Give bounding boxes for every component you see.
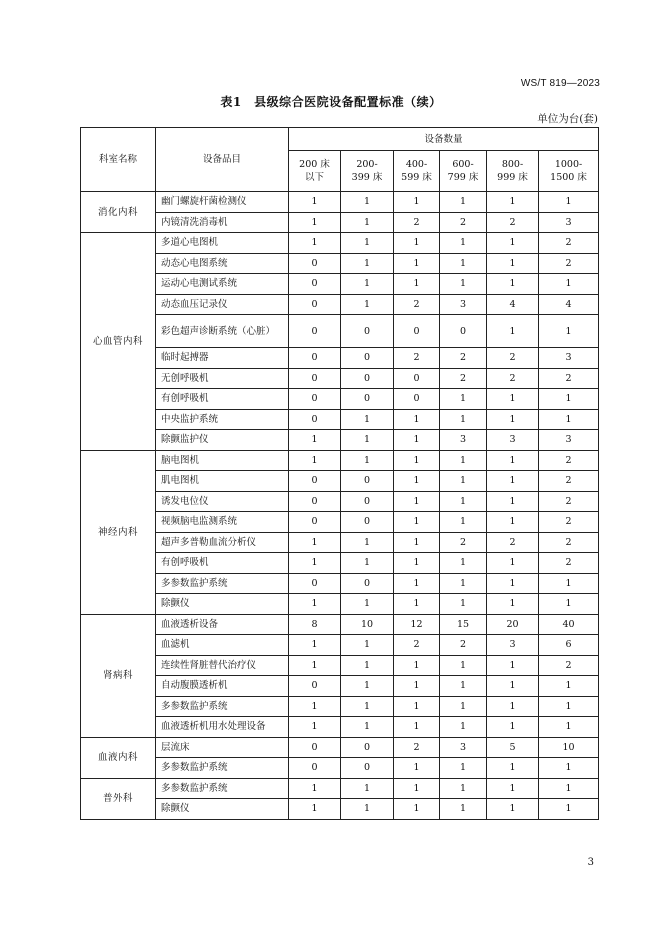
quantity-cell: 1	[341, 717, 394, 738]
quantity-cell: 1	[487, 389, 539, 410]
quantity-cell: 1	[440, 573, 487, 594]
table-row	[81, 274, 599, 295]
quantity-cell: 0	[341, 491, 394, 512]
quantity-cell: 1	[487, 253, 539, 274]
quantity-cell: 1	[289, 655, 341, 676]
quantity-cell: 1	[487, 573, 539, 594]
equipment-item: 自动腹膜透析机	[156, 676, 289, 697]
table-header	[81, 128, 599, 192]
table-row	[81, 253, 599, 274]
equipment-item: 血滤机	[156, 635, 289, 656]
table-row	[81, 655, 599, 676]
quantity-cell: 1	[341, 635, 394, 656]
department-name: 血液内科	[81, 737, 156, 778]
header-bed-range	[394, 151, 440, 192]
quantity-cell: 0	[289, 512, 341, 533]
quantity-cell: 1	[539, 274, 599, 295]
equipment-item: 多参数监护系统	[156, 758, 289, 779]
quantity-cell: 0	[289, 368, 341, 389]
quantity-cell: 4	[539, 294, 599, 315]
quantity-cell: 1	[394, 471, 440, 492]
quantity-cell: 0	[341, 573, 394, 594]
equipment-item: 临时起搏器	[156, 348, 289, 369]
quantity-cell: 2	[440, 532, 487, 553]
equipment-item: 血液透析机用水处理设备	[156, 717, 289, 738]
equipment-item: 肌电图机	[156, 471, 289, 492]
quantity-cell: 3	[539, 348, 599, 369]
quantity-cell: 3	[487, 635, 539, 656]
table-row	[81, 471, 599, 492]
quantity-cell: 0	[289, 758, 341, 779]
quantity-cell: 2	[394, 294, 440, 315]
quantity-cell: 1	[341, 532, 394, 553]
bed-range-line1: 1000-	[554, 159, 583, 170]
quantity-cell: 1	[341, 553, 394, 574]
quantity-cell: 1	[289, 192, 341, 213]
quantity-cell: 3	[539, 212, 599, 233]
equipment-item: 血液透析设备	[156, 614, 289, 635]
quantity-cell: 1	[440, 758, 487, 779]
quantity-cell: 1	[289, 799, 341, 820]
quantity-cell: 0	[341, 758, 394, 779]
quantity-cell: 1	[341, 450, 394, 471]
quantity-cell: 2	[539, 368, 599, 389]
equipment-item: 幽门螺旋杆菌检测仪	[156, 192, 289, 213]
equipment-item: 多参数监护系统	[156, 778, 289, 799]
table-row	[81, 512, 599, 533]
equipment-item: 除颤仪	[156, 799, 289, 820]
bed-range-line1: 200-	[356, 159, 378, 170]
quantity-cell: 1	[487, 274, 539, 295]
table-row	[81, 696, 599, 717]
header-bed-range	[289, 151, 341, 192]
equipment-item: 无创呼吸机	[156, 368, 289, 389]
quantity-cell: 0	[289, 348, 341, 369]
bed-range-line2: 以下	[304, 172, 324, 183]
table-row	[81, 737, 599, 758]
quantity-cell: 0	[440, 315, 487, 348]
quantity-cell: 1	[289, 233, 341, 254]
quantity-cell: 1	[440, 512, 487, 533]
equipment-item: 彩色超声诊断系统（心脏）	[156, 315, 289, 348]
equipment-item: 中央监护系统	[156, 409, 289, 430]
quantity-cell: 1	[394, 594, 440, 615]
table-row	[81, 676, 599, 697]
quantity-cell: 3	[440, 737, 487, 758]
quantity-cell: 10	[341, 614, 394, 635]
quantity-cell: 1	[440, 491, 487, 512]
quantity-cell: 0	[394, 368, 440, 389]
header-department: 科室名称	[81, 128, 156, 192]
quantity-cell: 1	[289, 594, 341, 615]
quantity-cell: 1	[440, 274, 487, 295]
equipment-item: 有创呼吸机	[156, 389, 289, 410]
quantity-cell: 0	[341, 348, 394, 369]
quantity-cell: 1	[289, 696, 341, 717]
table-row	[81, 233, 599, 254]
equipment-item: 多道心电图机	[156, 233, 289, 254]
quantity-cell: 2	[539, 553, 599, 574]
quantity-cell: 1	[487, 192, 539, 213]
quantity-cell: 2	[539, 491, 599, 512]
quantity-cell: 2	[539, 233, 599, 254]
table-row	[81, 430, 599, 451]
equipment-item: 多参数监护系统	[156, 573, 289, 594]
table-row	[81, 532, 599, 553]
table-body	[81, 192, 599, 820]
quantity-cell: 1	[394, 553, 440, 574]
quantity-cell: 1	[487, 778, 539, 799]
table-row	[81, 450, 599, 471]
quantity-cell: 2	[394, 348, 440, 369]
table-row	[81, 614, 599, 635]
quantity-cell: 3	[487, 430, 539, 451]
quantity-cell: 2	[539, 450, 599, 471]
quantity-cell: 1	[487, 471, 539, 492]
quantity-cell: 1	[341, 676, 394, 697]
quantity-cell: 1	[440, 471, 487, 492]
quantity-cell: 1	[440, 717, 487, 738]
quantity-cell: 3	[440, 430, 487, 451]
quantity-cell: 1	[487, 491, 539, 512]
standard-code: WS/T 819—2023	[520, 78, 600, 89]
table-row	[81, 717, 599, 738]
quantity-cell: 1	[440, 799, 487, 820]
quantity-cell: 15	[440, 614, 487, 635]
quantity-cell: 2	[539, 532, 599, 553]
quantity-cell: 1	[289, 430, 341, 451]
quantity-cell: 8	[289, 614, 341, 635]
quantity-cell: 1	[341, 253, 394, 274]
quantity-cell: 1	[394, 192, 440, 213]
table-row	[81, 368, 599, 389]
quantity-cell: 12	[394, 614, 440, 635]
quantity-cell: 1	[440, 192, 487, 213]
quantity-cell: 2	[539, 512, 599, 533]
bed-range-line2: 399 床	[351, 172, 383, 183]
table-row	[81, 778, 599, 799]
quantity-cell: 1	[341, 594, 394, 615]
quantity-cell: 0	[289, 294, 341, 315]
quantity-cell: 2	[394, 635, 440, 656]
quantity-cell: 1	[341, 409, 394, 430]
bed-range-line2: 799 床	[447, 172, 479, 183]
quantity-cell: 1	[289, 450, 341, 471]
quantity-cell: 1	[487, 799, 539, 820]
equipment-item: 连续性肾脏替代治疗仪	[156, 655, 289, 676]
quantity-cell: 0	[289, 737, 341, 758]
quantity-cell: 2	[487, 368, 539, 389]
equipment-item: 内镜清洗消毒机	[156, 212, 289, 233]
quantity-cell: 0	[341, 389, 394, 410]
header-bed-range	[487, 151, 539, 192]
quantity-cell: 1	[539, 192, 599, 213]
equipment-item: 运动心电测试系统	[156, 274, 289, 295]
department-name: 肾病科	[81, 614, 156, 737]
quantity-cell: 1	[394, 233, 440, 254]
quantity-cell: 1	[289, 532, 341, 553]
quantity-cell: 3	[539, 430, 599, 451]
table-row	[81, 315, 599, 348]
quantity-cell: 1	[394, 409, 440, 430]
quantity-cell: 1	[487, 512, 539, 533]
bed-range-line2: 599 床	[401, 172, 432, 183]
quantity-cell: 1	[394, 696, 440, 717]
table-row	[81, 491, 599, 512]
quantity-cell: 5	[487, 737, 539, 758]
quantity-cell: 1	[289, 635, 341, 656]
quantity-cell: 0	[289, 274, 341, 295]
quantity-cell: 1	[539, 717, 599, 738]
quantity-cell: 2	[394, 212, 440, 233]
quantity-cell: 1	[341, 655, 394, 676]
quantity-cell: 1	[341, 192, 394, 213]
quantity-cell: 1	[341, 778, 394, 799]
quantity-cell: 1	[440, 676, 487, 697]
quantity-cell: 1	[440, 450, 487, 471]
department-name: 普外科	[81, 778, 156, 819]
bed-range-line1: 800-	[501, 159, 524, 170]
quantity-cell: 3	[440, 294, 487, 315]
quantity-cell: 1	[289, 212, 341, 233]
equipment-item: 超声多普勒血流分析仪	[156, 532, 289, 553]
quantity-cell: 1	[341, 430, 394, 451]
header-bed-range	[341, 151, 394, 192]
table-row	[81, 594, 599, 615]
quantity-cell: 0	[394, 315, 440, 348]
quantity-cell: 0	[341, 512, 394, 533]
quantity-cell: 1	[440, 389, 487, 410]
header-bed-range	[539, 151, 599, 192]
table-row	[81, 212, 599, 233]
quantity-cell: 2	[539, 253, 599, 274]
quantity-cell: 1	[539, 696, 599, 717]
quantity-cell: 10	[539, 737, 599, 758]
quantity-cell: 2	[539, 471, 599, 492]
equipment-item: 动态血压记录仪	[156, 294, 289, 315]
quantity-cell: 1	[394, 717, 440, 738]
quantity-cell: 1	[394, 655, 440, 676]
table-row	[81, 553, 599, 574]
table-row	[81, 635, 599, 656]
quantity-cell: 1	[487, 758, 539, 779]
quantity-cell: 1	[394, 430, 440, 451]
table-row	[81, 192, 599, 213]
quantity-cell: 1	[539, 573, 599, 594]
header-bed-range	[440, 151, 487, 192]
bed-range-line2: 999 床	[497, 172, 528, 183]
quantity-cell: 2	[440, 348, 487, 369]
quantity-cell: 0	[289, 471, 341, 492]
quantity-cell: 0	[341, 737, 394, 758]
equipment-item: 除颤监护仪	[156, 430, 289, 451]
bed-range-line1: 600-	[452, 159, 474, 170]
quantity-cell: 1	[440, 553, 487, 574]
quantity-cell: 1	[394, 274, 440, 295]
header-item: 设备品目	[156, 128, 289, 192]
quantity-cell: 2	[539, 655, 599, 676]
bed-range-line2: 1500 床	[550, 172, 587, 183]
quantity-cell: 0	[289, 389, 341, 410]
table-row	[81, 348, 599, 369]
quantity-cell: 1	[440, 594, 487, 615]
table-title: 表1 县级综合医院设备配置标准（续）	[220, 95, 442, 109]
quantity-cell: 1	[440, 409, 487, 430]
quantity-cell: 40	[539, 614, 599, 635]
quantity-cell: 1	[341, 233, 394, 254]
quantity-cell: 2	[440, 212, 487, 233]
quantity-cell: 6	[539, 635, 599, 656]
equipment-item: 多参数监护系统	[156, 696, 289, 717]
quantity-cell: 1	[440, 696, 487, 717]
department-name: 神经内科	[81, 450, 156, 614]
quantity-cell: 1	[487, 676, 539, 697]
quantity-cell: 1	[539, 594, 599, 615]
quantity-cell: 20	[487, 614, 539, 635]
quantity-cell: 1	[394, 573, 440, 594]
table-row	[81, 389, 599, 410]
equipment-item: 视频脑电监测系统	[156, 512, 289, 533]
quantity-cell: 1	[487, 696, 539, 717]
quantity-cell: 1	[487, 409, 539, 430]
quantity-cell: 1	[487, 553, 539, 574]
bed-range-line1: 200 床	[299, 159, 330, 170]
quantity-cell: 1	[440, 253, 487, 274]
quantity-cell: 1	[394, 676, 440, 697]
unit-note: 单位为台(套)	[537, 113, 598, 125]
quantity-cell: 0	[394, 389, 440, 410]
quantity-cell: 1	[394, 253, 440, 274]
table-row	[81, 573, 599, 594]
quantity-cell: 1	[394, 532, 440, 553]
header-quantity: 设备数量	[289, 128, 599, 151]
quantity-cell: 0	[289, 676, 341, 697]
quantity-cell: 1	[394, 778, 440, 799]
quantity-cell: 1	[341, 799, 394, 820]
quantity-cell: 2	[440, 368, 487, 389]
page-number: 3	[587, 857, 594, 868]
quantity-cell: 1	[394, 491, 440, 512]
quantity-cell: 2	[487, 212, 539, 233]
quantity-cell: 1	[289, 717, 341, 738]
quantity-cell: 1	[487, 233, 539, 254]
quantity-cell: 1	[394, 512, 440, 533]
quantity-cell: 1	[539, 389, 599, 410]
quantity-cell: 1	[394, 450, 440, 471]
quantity-cell: 1	[341, 696, 394, 717]
quantity-cell: 1	[394, 799, 440, 820]
quantity-cell: 0	[289, 253, 341, 274]
equipment-item: 诱发电位仪	[156, 491, 289, 512]
equipment-item: 动态心电图系统	[156, 253, 289, 274]
quantity-cell: 2	[487, 532, 539, 553]
quantity-cell: 2	[487, 348, 539, 369]
quantity-cell: 0	[289, 409, 341, 430]
quantity-cell: 1	[440, 778, 487, 799]
quantity-cell: 1	[487, 450, 539, 471]
quantity-cell: 4	[487, 294, 539, 315]
quantity-cell: 1	[487, 717, 539, 738]
quantity-cell: 1	[539, 409, 599, 430]
equipment-item: 层流床	[156, 737, 289, 758]
department-name: 消化内科	[81, 192, 156, 233]
table-row	[81, 799, 599, 820]
quantity-cell: 2	[394, 737, 440, 758]
quantity-cell: 1	[341, 274, 394, 295]
quantity-cell: 1	[487, 655, 539, 676]
quantity-cell: 0	[341, 368, 394, 389]
quantity-cell: 1	[289, 778, 341, 799]
quantity-cell: 1	[539, 315, 599, 348]
quantity-cell: 1	[394, 758, 440, 779]
quantity-cell: 0	[289, 491, 341, 512]
quantity-cell: 1	[539, 758, 599, 779]
quantity-cell: 1	[341, 294, 394, 315]
equipment-table	[80, 127, 599, 820]
equipment-item: 脑电图机	[156, 450, 289, 471]
table-row	[81, 294, 599, 315]
quantity-cell: 0	[289, 573, 341, 594]
quantity-cell: 0	[289, 315, 341, 348]
quantity-cell: 0	[341, 471, 394, 492]
department-name: 心血管内科	[81, 233, 156, 451]
quantity-cell: 1	[289, 553, 341, 574]
bed-range-line1: 400-	[405, 159, 428, 170]
table-row	[81, 758, 599, 779]
table-row	[81, 409, 599, 430]
quantity-cell: 1	[539, 799, 599, 820]
quantity-cell: 1	[539, 676, 599, 697]
quantity-cell: 1	[539, 778, 599, 799]
quantity-cell: 2	[440, 635, 487, 656]
quantity-cell: 1	[341, 212, 394, 233]
equipment-item: 有创呼吸机	[156, 553, 289, 574]
quantity-cell: 0	[341, 315, 394, 348]
quantity-cell: 1	[487, 594, 539, 615]
quantity-cell: 1	[487, 315, 539, 348]
quantity-cell: 1	[440, 655, 487, 676]
equipment-item: 除颤仪	[156, 594, 289, 615]
quantity-cell: 1	[440, 233, 487, 254]
